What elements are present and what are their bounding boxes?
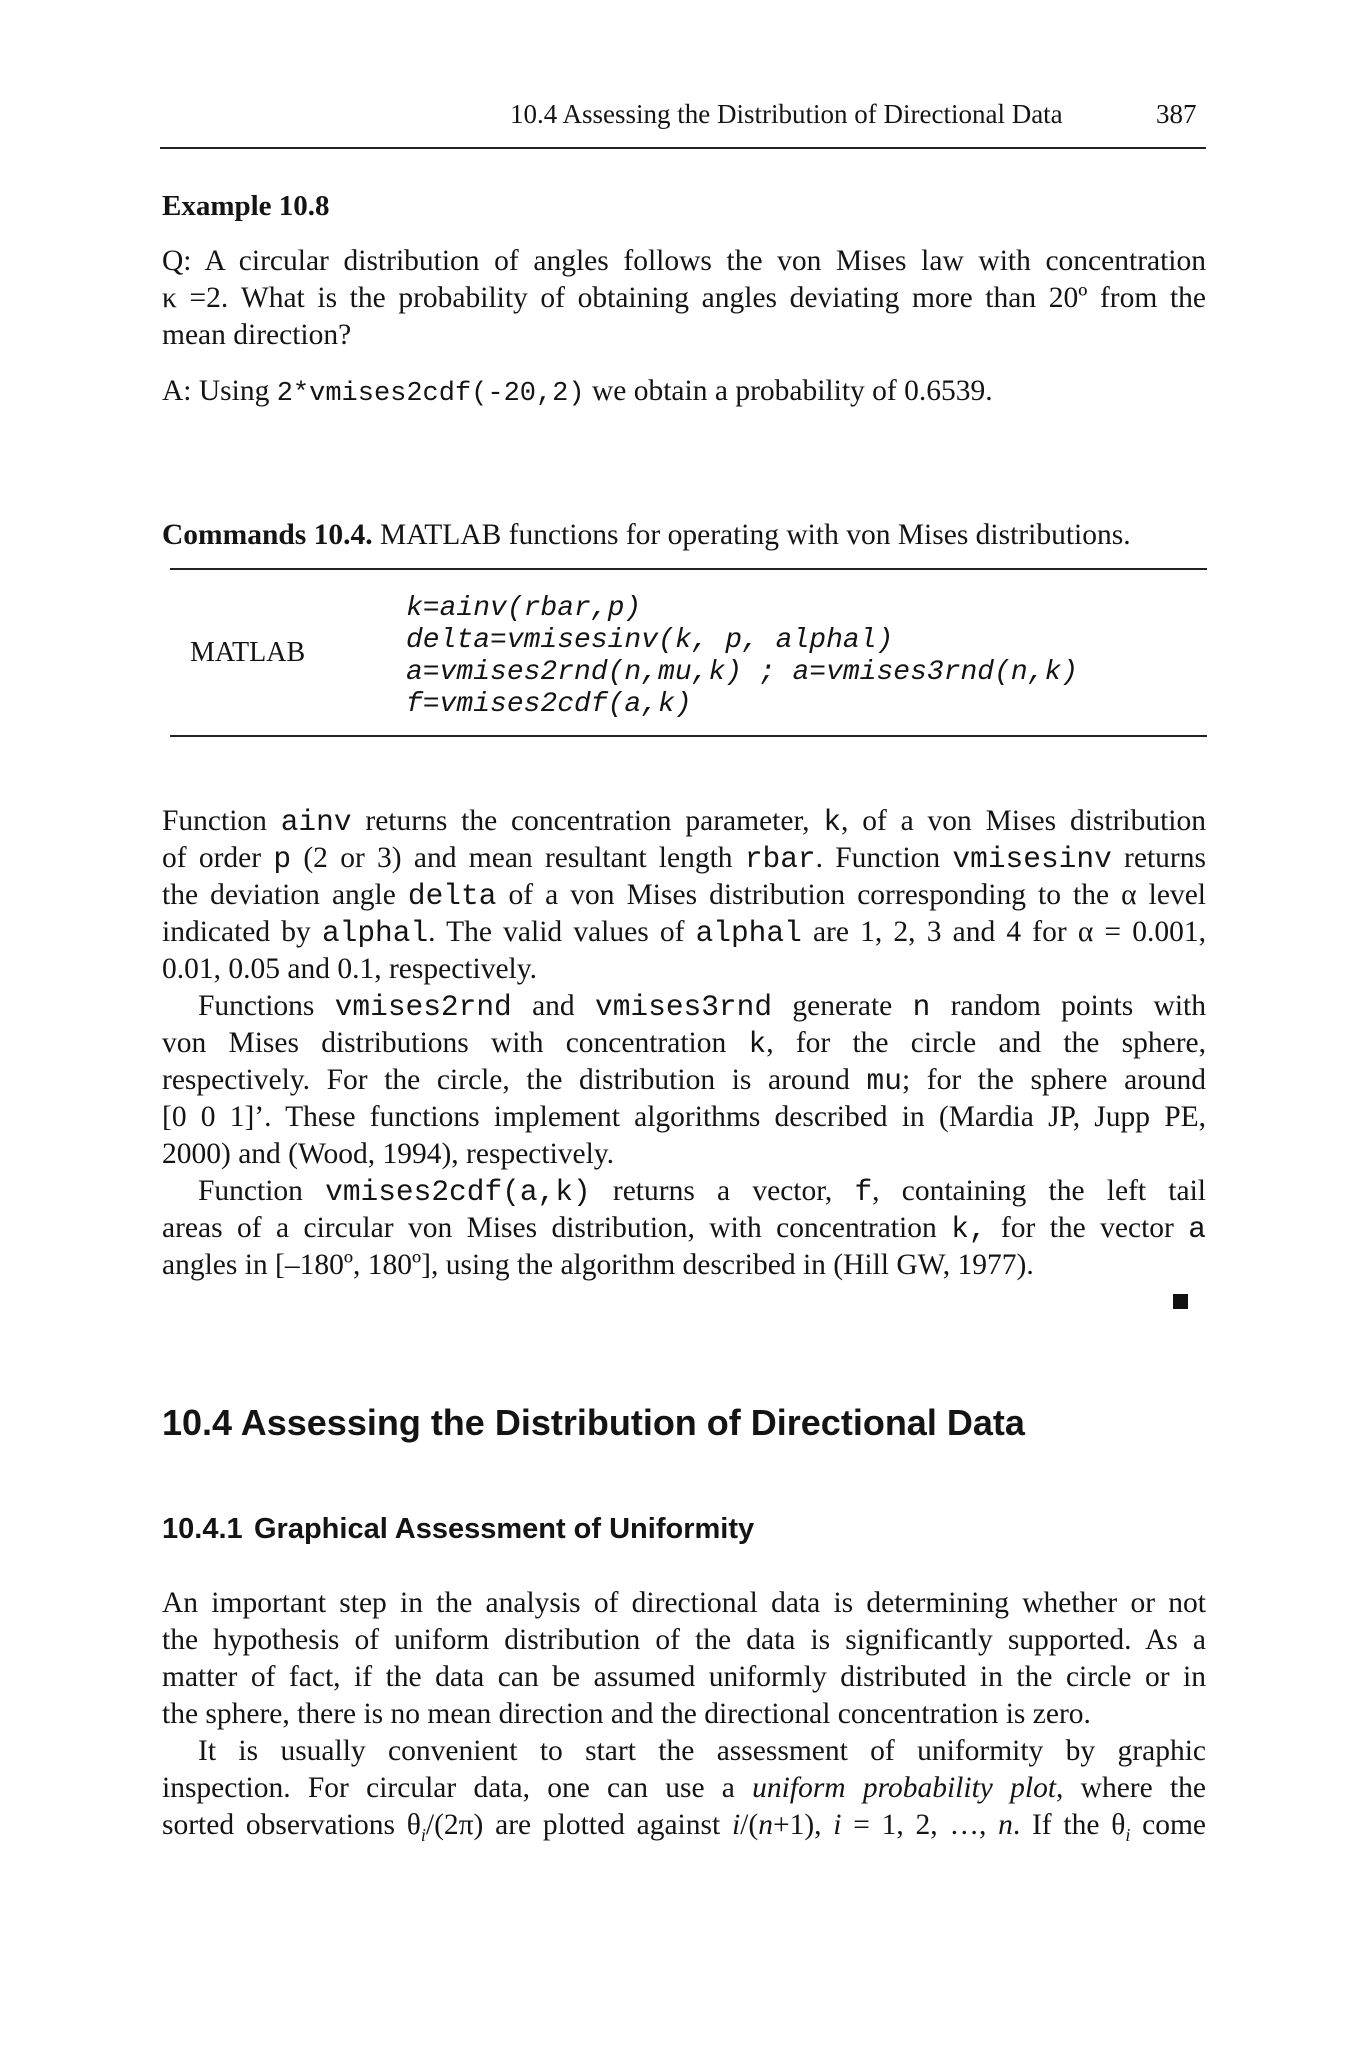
matlab-code-block: [406, 593, 1078, 721]
example-answer: [162, 373, 993, 413]
code-line: k=ainv(rbar,p): [406, 593, 642, 624]
code-line: f=vmises2cdf(a,k): [406, 689, 692, 720]
code-line: a=vmises2rnd(n,mu,k) ; a=vmises3rnd(n,k): [406, 657, 1079, 688]
subsection-title: Graphical Assessment of Uniformity: [254, 1513, 755, 1545]
section-heading: 10.4 Assessing the Distribution of Directional Data: [162, 1402, 1025, 1443]
commands-caption-label: Commands 10.4.: [162, 519, 373, 551]
text-line: the sphere, there is no mean direction and the directional concentration is zero.: [162, 1698, 1091, 1730]
text-line: [0 0 1]’. These functions implement algorithms described in (Mardia JP, Jupp PE,: [162, 1101, 1206, 1133]
text-line: von Mises distributions with concentration k, for the circle and the sphere,: [162, 1027, 1206, 1061]
text-line: inspection. For circular data, one can use a uniform probability plot, where the: [162, 1772, 1207, 1804]
question-line: Q: A circular distribution of angles follows the von Mises law with concentration: [162, 245, 1206, 277]
text-line: 2000) and (Wood, 1994), respectively.: [162, 1138, 615, 1170]
text-line: 0.01, 0.05 and 0.1, respectively.: [162, 953, 537, 985]
code-line: delta=vmisesinv(k, p, alphal): [406, 625, 894, 656]
header-rule: [160, 147, 1206, 149]
answer-suffix: we obtain a probability of 0.6539.: [584, 375, 993, 407]
text-line: the deviation angle delta of a von Mises distribution corresponding to the α level: [162, 879, 1206, 913]
subsection-number: 10.4.1: [162, 1513, 243, 1545]
text-line: It is usually convenient to start the assessment of uniformity by graphic: [198, 1735, 1206, 1767]
text-line: areas of a circular von Mises distribution, with concentration k, for the vector a: [162, 1212, 1206, 1246]
text-line: respectively. For the circle, the distribution is around mu; for the sphere around: [162, 1064, 1206, 1098]
running-header-title: 10.4 Assessing the Distribution of Directional Data: [510, 99, 1063, 129]
function-description: [162, 803, 1206, 1284]
example-title: Example 10.8: [162, 190, 330, 222]
uniformity-text: [162, 1585, 1206, 1844]
text-line: angles in [–180º, 180º], using the algorithm described in (Hill GW, 1977).: [162, 1249, 1034, 1281]
answer-code: 2*vmises2cdf(-20,2): [276, 379, 585, 409]
text-line: sorted observations $\theta_i/(2\pi)$ are plotted against i/(n+1), i = 1, 2, …, n. If the $\theta_i$ come: [162, 1809, 1207, 1845]
text-line: the hypothesis of uniform distribution of the data is significantly supported. As a: [162, 1624, 1206, 1656]
text-line: Function ainv returns the concentration parameter, k, of a von Mises distribution: [162, 805, 1206, 839]
text-line: An important step in the analysis of directional data is determining whether or not: [162, 1587, 1206, 1619]
table-bottom-rule: [170, 735, 1207, 737]
text-line: matter of fact, if the data can be assumed uniformly distributed in the circle or in: [162, 1661, 1206, 1693]
end-of-example-square-icon: [1173, 1294, 1188, 1309]
commands-caption: [162, 519, 1131, 552]
question-line: mean direction?: [162, 319, 352, 351]
question-line: κ =2. What is the probability of obtaining angles deviating more than 20º from the: [162, 282, 1206, 314]
subsection-heading: [162, 1513, 754, 1546]
text-line: Function vmises2cdf(a,k) returns a vector, f, containing the left tail: [198, 1175, 1206, 1209]
table-top-rule: [170, 568, 1207, 570]
matlab-label: MATLAB: [190, 637, 306, 668]
text-line: Functions vmises2rnd and vmises3rnd generate n random points with: [198, 990, 1206, 1024]
text-line: indicated by alphal. The valid values of alphal are 1, 2, 3 and 4 for α = 0.001,: [162, 916, 1206, 950]
example-question: [162, 243, 1206, 354]
text-line: of order p (2 or 3) and mean resultant length rbar. Function vmisesinv returns: [162, 842, 1206, 876]
answer-prefix: A: Using: [162, 375, 277, 407]
commands-caption-text: MATLAB functions for operating with von Mises distributions.: [372, 519, 1131, 551]
page-number: 387: [1156, 99, 1197, 129]
